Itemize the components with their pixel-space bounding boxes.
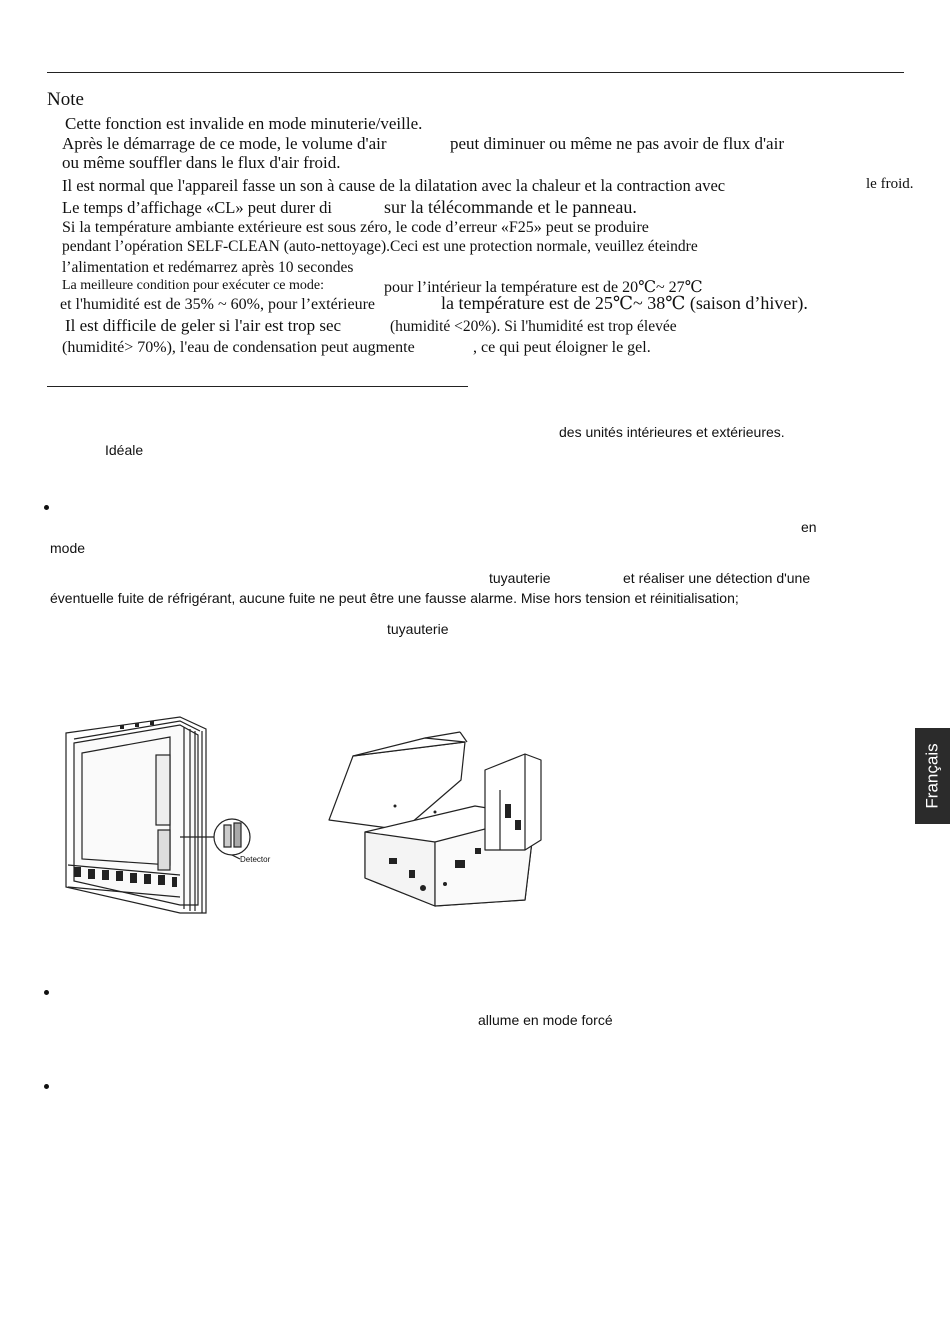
note-title: Note xyxy=(47,89,84,110)
text-fragment: mode xyxy=(50,540,86,556)
text-fragment: allume en mode forcé xyxy=(478,1012,613,1028)
note-line: Si la température ambiante extérieure est sous zéro, le code d’erreur «F25» peut se produire xyxy=(62,219,649,236)
text-fragment: tuyauterie xyxy=(387,621,449,637)
note-line: Après le démarrage de ce mode, le volume d'air xyxy=(62,134,387,153)
language-tab-label: Français xyxy=(922,743,942,809)
note-line: le froid. xyxy=(866,176,914,192)
text-fragment: Idéale xyxy=(105,442,144,458)
note-line: Cette fonction est invalide en mode minuterie/veille. xyxy=(65,114,423,133)
indoor-unit-figure xyxy=(60,715,290,920)
bullet xyxy=(44,505,49,510)
note-line: ou même souffler dans le flux d'air froid. xyxy=(62,153,341,172)
note-line: la température est de 25℃~ 38℃ (saison d’hiver). xyxy=(441,293,808,313)
detector-label: Detector xyxy=(240,855,271,864)
note-line: pendant l’opération SELF-CLEAN (auto-nettoyage).Ceci est une protection normale, veuillez éteindre xyxy=(62,238,698,255)
unit-cover-figure xyxy=(325,720,550,910)
text-fragment: éventuelle fuite de réfrigérant, aucune fuite ne peut être une fausse alarme. Mise hors tension et réinitialisation; xyxy=(50,590,739,606)
bullet xyxy=(44,1084,49,1089)
section-rule xyxy=(47,386,468,387)
text-fragment: et réaliser une détection d'une xyxy=(623,570,811,586)
note-line: l’alimentation et redémarrez après 10 secondes xyxy=(62,259,354,276)
note-line: Il est normal que l'appareil fasse un son à cause de la dilatation avec la chaleur et la contraction avec xyxy=(62,176,726,195)
top-rule xyxy=(47,72,904,73)
language-tab xyxy=(915,728,950,824)
note-line: (humidité> 70%), l'eau de condensation peut augmente xyxy=(62,339,415,356)
note-line: La meilleure condition pour exécuter ce mode: xyxy=(62,278,325,293)
note-line: peut diminuer ou même ne pas avoir de flux d'air xyxy=(450,134,784,153)
note-line: , ce qui peut éloigner le gel. xyxy=(473,339,651,356)
note-line: pour l’intérieur la température est de 20℃~ 27℃ xyxy=(384,279,703,296)
note-line: sur la télécommande et le panneau. xyxy=(384,197,637,217)
text-fragment: en xyxy=(801,519,817,535)
note-line: Il est difficile de geler si l'air est trop sec xyxy=(65,316,342,335)
note-line: Le temps d’affichage «CL» peut durer di xyxy=(62,198,333,217)
note-line: (humidité <20%). Si l'humidité est trop élevée xyxy=(390,318,677,335)
bullet xyxy=(44,990,49,995)
text-fragment: des unités intérieures et extérieures. xyxy=(559,424,785,440)
text-fragment: tuyauterie xyxy=(489,570,551,586)
note-line: et l'humidité est de 35% ~ 60%, pour l’extérieure xyxy=(60,296,375,313)
